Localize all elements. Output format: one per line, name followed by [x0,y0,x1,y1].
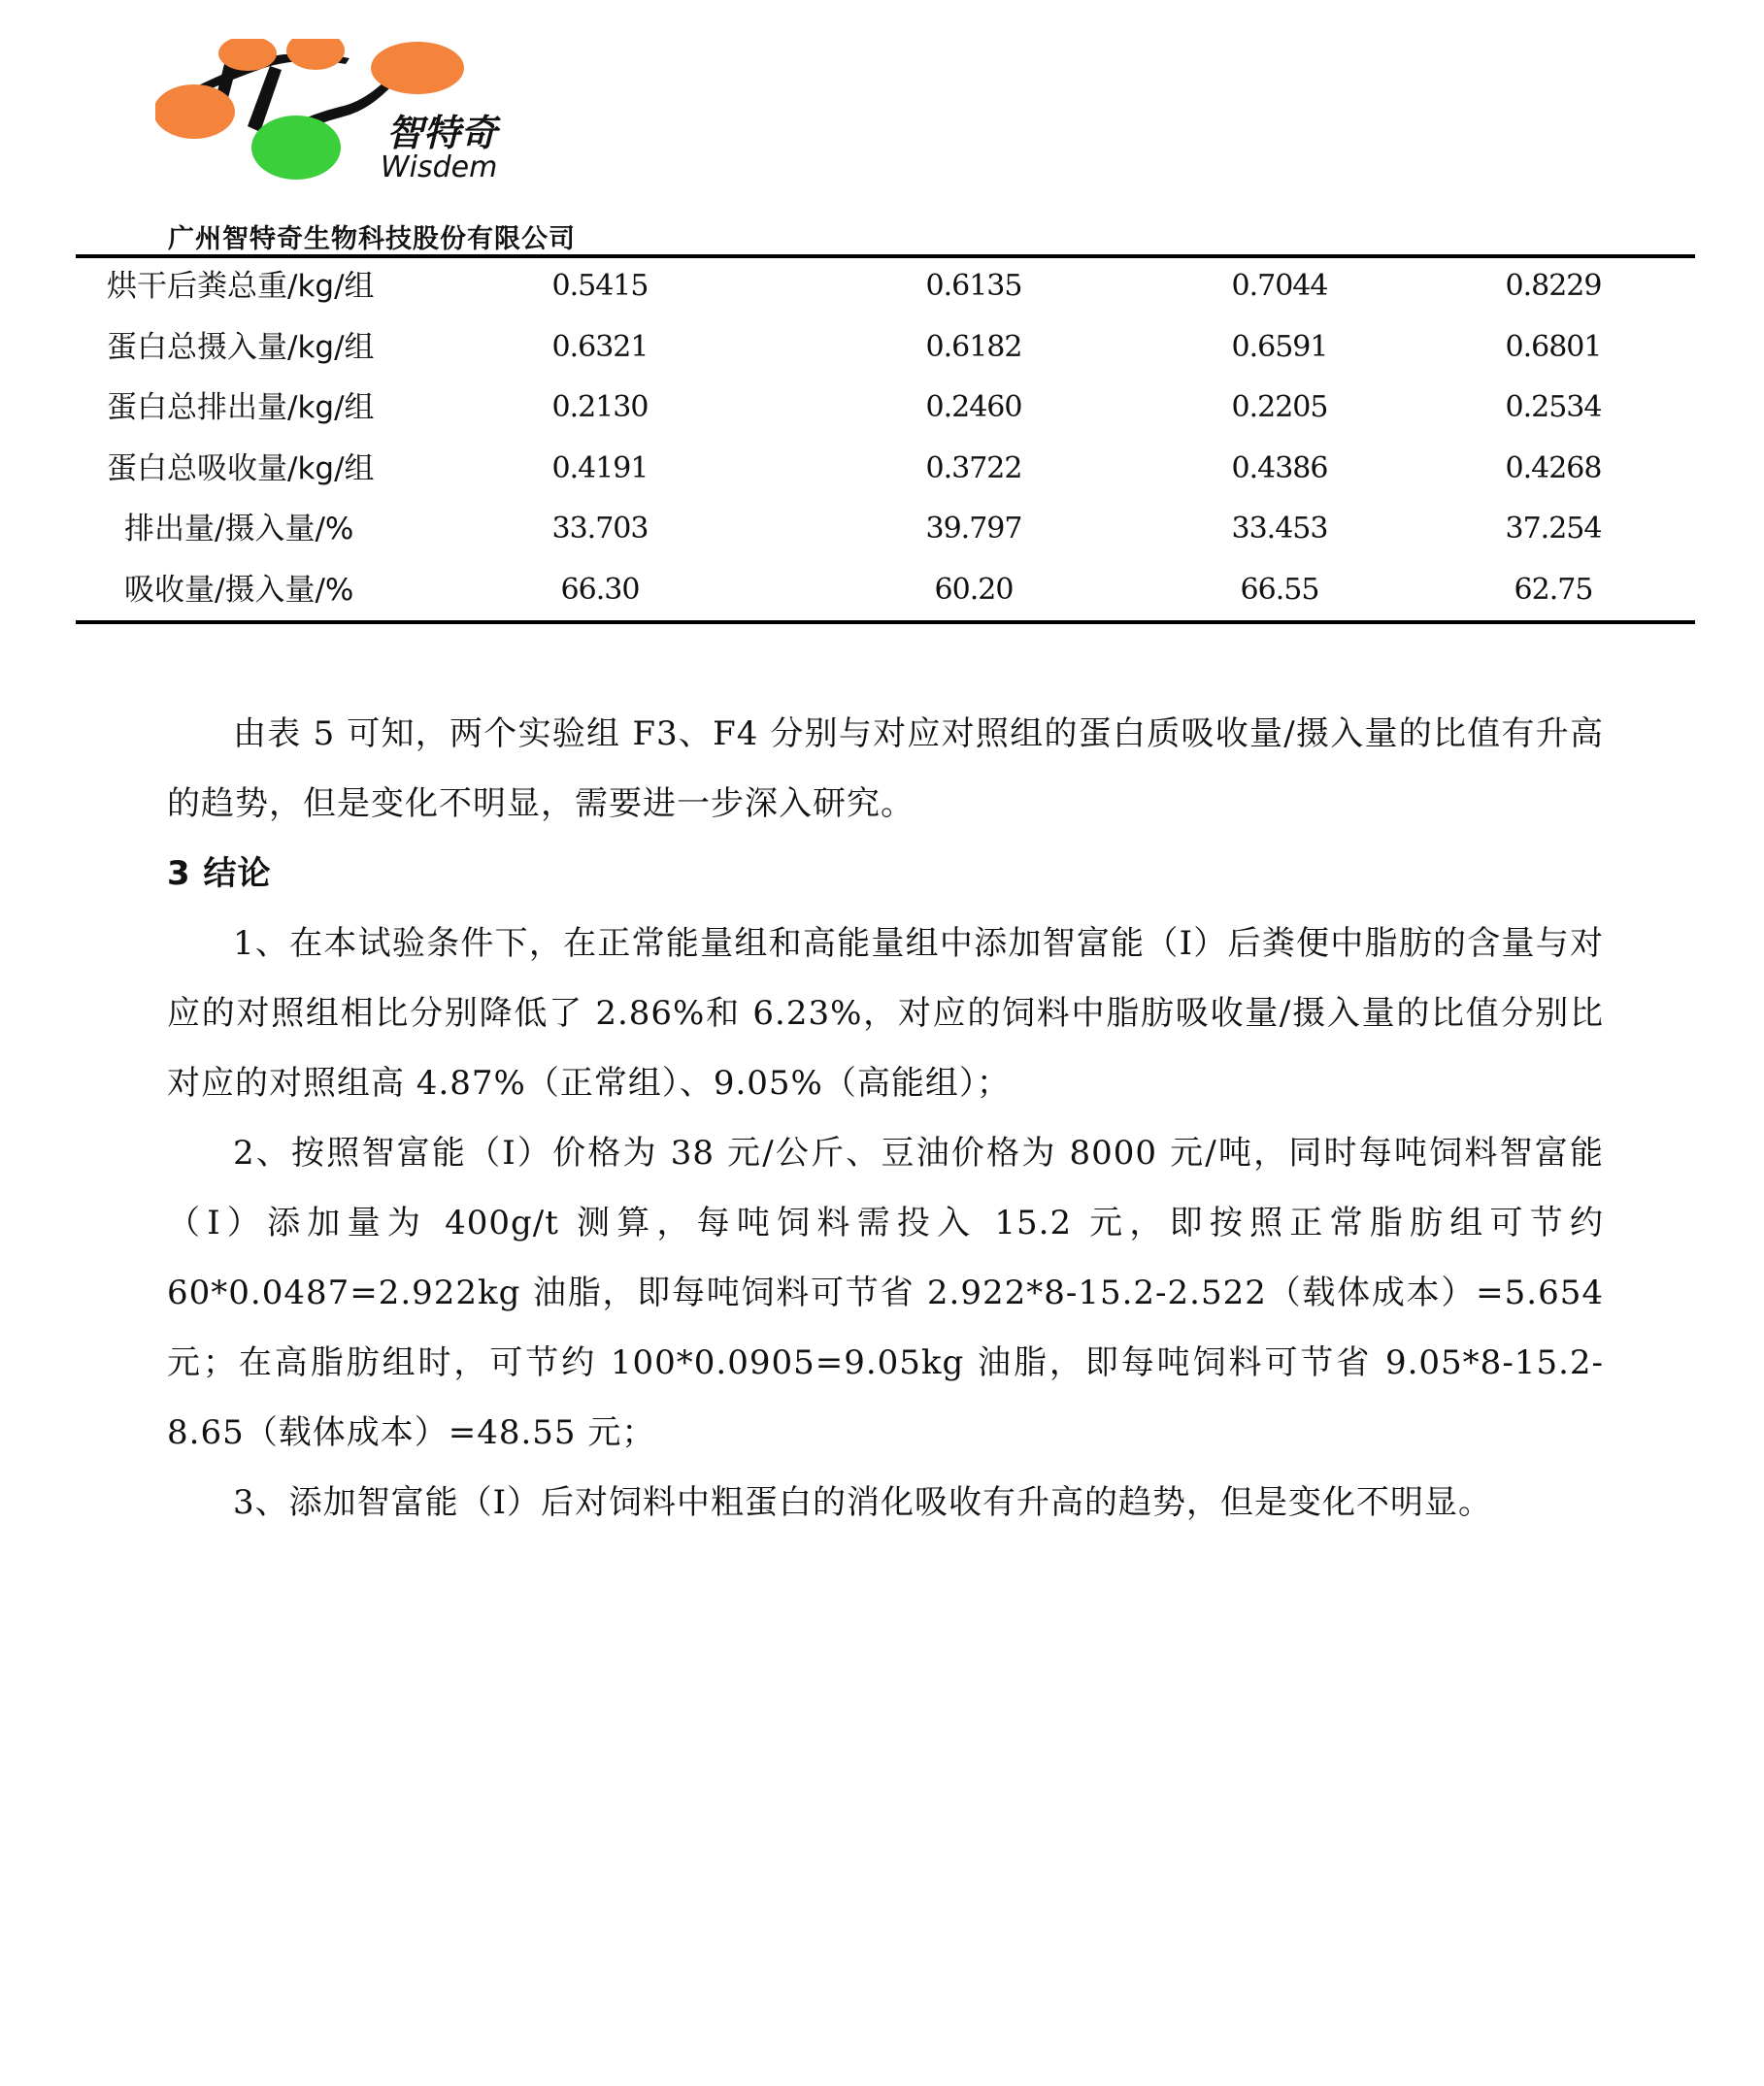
row-label: 吸收量/摄入量/% [124,572,354,608]
cell-value: 0.2534 [1505,390,1602,424]
cell-value: 37.254 [1505,512,1602,546]
cell-value: 39.797 [925,512,1022,546]
cell-value: 66.30 [560,572,640,607]
row-label: 蛋白总吸收量/kg/组 [107,450,375,486]
table-row [76,560,1695,621]
paragraph-conclusion-3: 3、添加智富能（I）后对饲料中粗蛋白的消化吸收有升高的趋势，但是变化不明显。 [233,1483,1493,1522]
table-row [76,378,1695,439]
table-row [76,499,1695,560]
cell-value: 62.75 [1514,572,1593,607]
paragraph-table-summary: 由表 5 可知，两个实验组 F3、F4 分别与对应对照组的蛋白质吸收量/摄入量的比值有升高的趋势，但是变化不明显，需要进一步深入研究。 [167,714,1604,823]
row-label: 蛋白总排出量/kg/组 [107,390,375,425]
cell-value: 33.703 [551,512,649,546]
table-row [76,317,1695,379]
cell-value: 0.8229 [1505,269,1602,303]
section-heading-conclusion: 3 结论 [167,854,272,893]
body-text [167,699,1604,1538]
cell-value: 0.4268 [1505,450,1602,485]
cell-value: 0.6801 [1505,329,1602,364]
cell-value: 0.6591 [1231,329,1328,364]
cell-value: 0.5415 [551,269,649,303]
table-row [76,256,1695,317]
cell-value: 0.2460 [925,390,1022,424]
logo-cn-text: 智特奇 [386,112,498,154]
cell-value: 66.55 [1240,572,1319,607]
paragraph-conclusion-2: 2、按照智富能（I）价格为 38 元/公斤、豆油价格为 8000 元/吨，同时每吨饲料智富能（I）添加量为 400g/t 测算，每吨饲料需投入 15.2 元，即按照正常脂肪组可节约 60*0.0487=2.922kg 油脂，即每吨饲料可节省 2.922*8-15.2-2.522（载体成本）=5.654 元；在高脂肪组时，可节约 100*0.0905=9.05kg 油脂，即每吨饲料可节省 9.05*8-15.2-8.65（载体成本）=48.55 元； [167,1134,1604,1452]
row-label: 烘干后粪总重/kg/组 [107,269,375,304]
logo-en-text: Wisdem [381,150,498,184]
data-table [76,256,1695,620]
row-label: 排出量/摄入量/% [124,512,354,546]
cell-value: 60.20 [934,572,1014,607]
company-logo [155,39,582,194]
cell-value: 0.2130 [551,390,649,424]
cell-value: 0.6135 [925,269,1022,303]
cell-value: 0.3722 [925,450,1022,485]
company-name: 广州智特奇生物科技股份有限公司 [168,224,576,254]
cell-value: 0.6321 [551,329,649,364]
paragraph-conclusion-1: 1、在本试验条件下，在正常能量组和高能量组中添加智富能（I）后粪便中脂肪的含量与对应的对照组相比分别降低了 2.86%和 6.23%，对应的饲料中脂肪吸收量/摄入量的比值分别比对应的对照组高 4.87%（正常组）、9.05%（高能组）； [167,924,1604,1103]
cell-value: 0.7044 [1231,269,1328,303]
cell-value: 0.6182 [925,329,1022,364]
table-bottom-rule [76,620,1695,624]
cell-value: 0.4191 [551,450,649,485]
table-row [76,439,1695,500]
row-label: 蛋白总摄入量/kg/组 [107,329,375,365]
cell-value: 33.453 [1231,512,1328,546]
cell-value: 0.2205 [1231,390,1328,424]
cell-value: 0.4386 [1231,450,1328,485]
